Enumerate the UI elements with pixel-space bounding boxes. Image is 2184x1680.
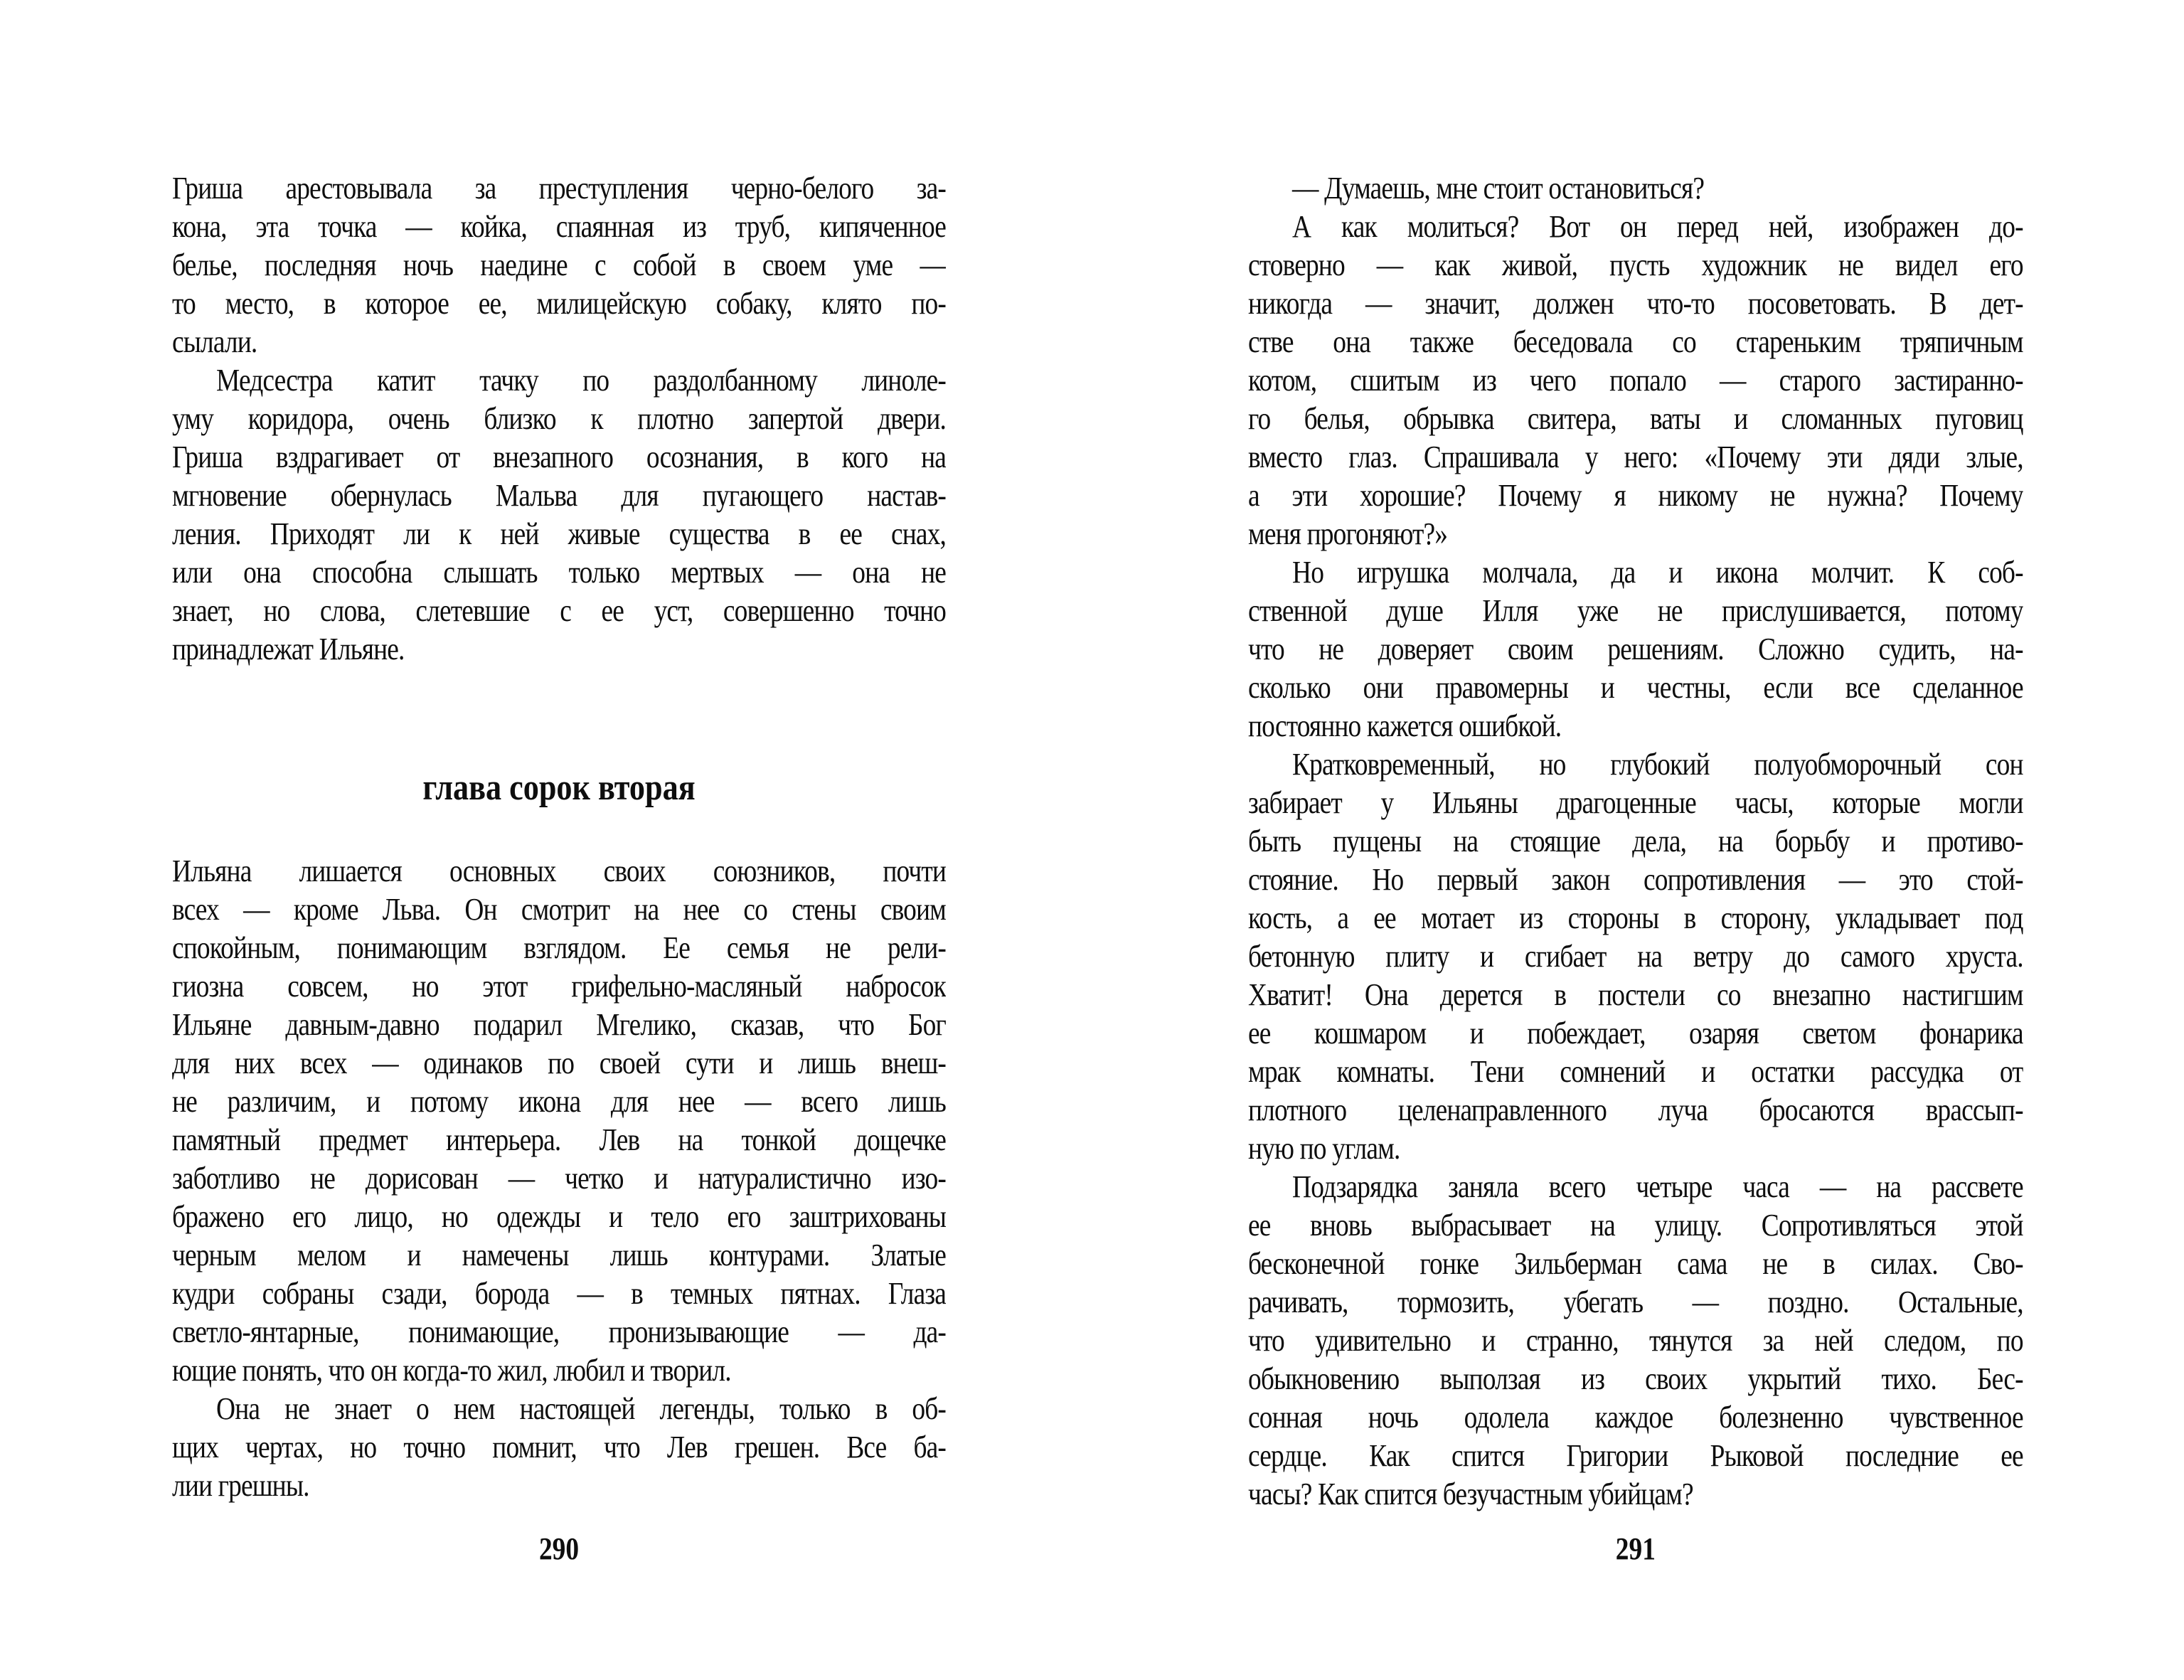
text-line: вместо глаз. Спрашивала у него: «Почему эти дяди злые, xyxy=(1248,440,2023,474)
text-line: сонная ночь одолела каждое болезненно чувственное xyxy=(1248,1400,2023,1435)
chapter-heading: глава сорок вторая xyxy=(422,767,696,808)
text-line: постоянно кажется ошибкой. xyxy=(1248,708,1562,743)
text-line: обыкновению выползая из своих укрытий тихо. Бес- xyxy=(1248,1361,2023,1396)
page-number: 291 xyxy=(1615,1531,1656,1566)
text-line: гиозна совсем, но этот грифельно-масляный набросок xyxy=(172,969,946,1004)
text-line: заботливо не дорисован — четко и натуралистично изо- xyxy=(172,1161,946,1196)
text-line: черным мелом и намечены лишь контурами. Златые xyxy=(172,1238,946,1272)
text-line: забирает у Ильяны драгоценные часы, которые могли xyxy=(1248,785,2023,820)
text-line: не различим, и потому икона для нее — всего лишь xyxy=(172,1084,946,1119)
text-line: стве она также беседовала со стареньким тряпичным xyxy=(1248,324,2023,359)
text-line: Но игрушка молчала, да и икона молчит. К соб- xyxy=(1292,555,2023,590)
left-page xyxy=(172,169,946,1592)
paragraph xyxy=(1248,169,2023,208)
text-line: Гриша вздрагивает от внезапного осознания, в кого на xyxy=(172,440,946,474)
text-line: Гриша арестовывала за преступления черно-белого за- xyxy=(172,171,946,206)
paragraph xyxy=(1248,1168,2023,1514)
text-line: быть пущены на стоящие дела, на борьбу и противо- xyxy=(1248,824,2023,858)
text-line: кудри собраны сзади, борода — в темных пятнах. Глаза xyxy=(172,1276,946,1311)
paragraph xyxy=(172,361,946,669)
text-line: мрак комнаты. Тени сомнений и остатки рассудка от xyxy=(1248,1054,2023,1089)
text-line: памятный предмет интерьера. Лев на тонкой дощечке xyxy=(172,1122,946,1157)
text-line: стояние. Но первый закон сопротивления — это стой- xyxy=(1248,862,2023,897)
text-line: ее кошмаром и побеждает, озаряя светом фонарика xyxy=(1248,1016,2023,1051)
page-number: 290 xyxy=(538,1531,580,1566)
paragraph xyxy=(172,169,946,361)
text-line: ную по углам. xyxy=(1248,1131,1400,1166)
text-line: сердце. Как спится Григории Рыковой последние ее xyxy=(1248,1438,2023,1473)
paragraph xyxy=(1248,745,2023,1168)
text-line: бетонную плиту и сгибает на ветру до самого хруста. xyxy=(1248,939,2023,974)
text-line: стоверно — как живой, пусть художник не видел его xyxy=(1248,248,2023,282)
text-line: Она не знает о нем настоящей легенды, только в об- xyxy=(216,1391,946,1426)
text-line: что не доверяет своим решениям. Сложно судить, на- xyxy=(1248,632,2023,666)
text-line: часы? Как спится безучастным убийцам? xyxy=(1248,1477,1693,1511)
text-line: кость, а ее мотает из стороны в сторону, укладывает под xyxy=(1248,900,2023,935)
text-line: ственной душе Илля уже не прислушивается, потому xyxy=(1248,593,2023,628)
text-line: сколько они правомерны и честны, если все сделанное xyxy=(1248,670,2023,705)
text-line: или она способна слышать только мертвых — она не xyxy=(172,555,946,590)
paragraph xyxy=(1248,553,2023,745)
text-line: го белья, обрывка свитера, ваты и сломанных пуговиц xyxy=(1248,401,2023,436)
text-line: котом, сшитым из чего попало — старого застиранно- xyxy=(1248,363,2023,398)
text-line: — Думаешь, мне стоит остановиться? xyxy=(1292,171,1705,206)
text-line: белье, последняя ночь наедине с собой в своем уме — xyxy=(172,248,946,282)
text-line: никогда — значит, должен что-то посоветовать. В дет- xyxy=(1248,286,2023,321)
text-line: светло-янтарные, понимающие, пронизывающие — да- xyxy=(172,1314,946,1349)
text-line: кона, эта точка — койка, спаянная из труб, кипяченное xyxy=(172,209,946,244)
text-line: бесконечной гонке Зильберман сама не в силах. Сво- xyxy=(1248,1246,2023,1281)
text-line: а эти хорошие? Почему я никому не нужна? Почему xyxy=(1248,478,2023,513)
text-line: лии грешны. xyxy=(172,1468,309,1503)
paragraph xyxy=(1248,208,2023,553)
text-line: Ильяне давным-давно подарил Мгелико, сказав, что Бог xyxy=(172,1007,946,1042)
text-line: спокойным, понимающим взглядом. Ее семья не рели- xyxy=(172,930,946,965)
text-line: всех — кроме Льва. Он смотрит на нее со стены своим xyxy=(172,892,946,927)
text-line: то место, в которое ее, милицейскую собаку, клято по- xyxy=(172,286,946,321)
text-line: для них всех — одинаков по своей сути и лишь внеш- xyxy=(172,1046,946,1080)
text-line: мгновение обернулась Мальва для пугающего настав- xyxy=(172,478,946,513)
text-line: уму коридора, очень близко к плотно запертой двери. xyxy=(172,401,946,436)
text-line: рачивать, тормозить, убегать — поздно. Остальные, xyxy=(1248,1285,2023,1319)
text-line: Подзарядка заняла всего четыре часа — на рассвете xyxy=(1292,1169,2023,1204)
text-line: знает, но слова, слетевшие с ее уст, совершенно точно xyxy=(172,593,946,628)
text-line: А как молиться? Вот он перед ней, изображен до- xyxy=(1292,209,2023,244)
text-line: принадлежат Ильяне. xyxy=(172,632,405,666)
text-line: бражено его лицо, но одежды и тело его заштрихованы xyxy=(172,1199,946,1234)
right-page xyxy=(1248,169,2023,1592)
text-line: Медсестра катит тачку по раздолбанному линоле- xyxy=(216,363,946,398)
text-line: Ильяна лишается основных своих союзников, почти xyxy=(172,854,946,888)
text-line: ее вновь выбрасывает на улицу. Сопротивляться этой xyxy=(1248,1208,2023,1243)
text-line: Кратковременный, но глубокий полуобморочный сон xyxy=(1292,747,2023,782)
text-line: щих чертах, но точно помнит, что Лев грешен. Все ба- xyxy=(172,1430,946,1464)
text-line: Хватит! Она дерется в постели со внезапно настигшим xyxy=(1248,977,2023,1012)
text-line: ления. Приходят ли к ней живые существа в ее снах, xyxy=(172,516,946,551)
text-line: сылали. xyxy=(172,324,257,359)
paragraph xyxy=(172,1390,946,1505)
text-line: меня прогоняют?» xyxy=(1248,516,1448,551)
text-line: что удивительно и странно, тянутся за ней следом, по xyxy=(1248,1323,2023,1358)
text-line: ющие понять, что он когда-то жил, любил и творил. xyxy=(172,1353,731,1388)
paragraph xyxy=(172,852,946,1390)
text-line: плотного целенаправленного луча бросаются врассып- xyxy=(1248,1092,2023,1127)
